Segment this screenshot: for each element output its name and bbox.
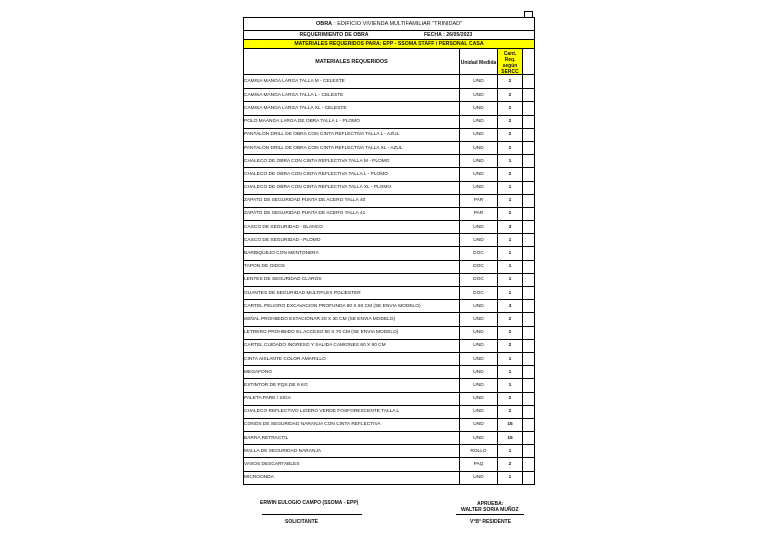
row-spacer [523, 313, 534, 325]
unit-cell: UND [460, 300, 498, 312]
qty-cell: 2 [498, 75, 523, 88]
qty-cell: 1 [498, 366, 523, 378]
material-cell: VASOS DESCARTABLES [244, 458, 460, 470]
qty-cell: 2 [498, 116, 523, 128]
material-cell: MALLA DE SEGURIDAD NARANJA [244, 445, 460, 457]
row-spacer [523, 379, 534, 391]
table-row [244, 286, 534, 299]
qty-cell: 2 [498, 168, 523, 180]
table-row [244, 431, 534, 444]
qty-cell: 2 [498, 393, 523, 405]
row-spacer [523, 234, 534, 246]
unit-cell: DOC [460, 261, 498, 273]
material-cell: TAPON DE OIDOS [244, 261, 460, 273]
material-cell: ZAPATO DE SEGURIDAD PUNTA DE ACERO TALLA 40 [244, 195, 460, 207]
table-row [244, 194, 534, 207]
unit-cell: UND [460, 89, 498, 101]
unit-cell: PAR [460, 208, 498, 220]
unit-cell: ROLLO [460, 445, 498, 457]
row-spacer [523, 129, 534, 141]
qty-cell: 2 [498, 327, 523, 339]
material-cell: SEÑAL PROHIBIDO ESTACIONAR 20 X 30 CM (SE ENVIA MODELO) [244, 313, 460, 325]
table-row [244, 115, 534, 128]
row-spacer [523, 300, 534, 312]
col-unit-header: Unidad Medida [460, 49, 498, 74]
table-row [244, 260, 534, 273]
material-cell: CHALECO DE OBRA CON CINTA REFLECTIVA TALLA XL - PLOMO [244, 182, 460, 194]
qty-cell: 1 [498, 353, 523, 365]
col-spacer [523, 49, 534, 74]
aprueba-label: APRUEBA: [477, 501, 504, 507]
unit-cell: UND [460, 379, 498, 391]
table-row [244, 141, 534, 154]
qty-cell: 1 [498, 247, 523, 259]
material-cell: CASCO DE SEGURIDAD - PLOMO [244, 234, 460, 246]
row-spacer [523, 432, 534, 444]
material-cell: CHALECO DE OBRA CON CINTA REFLECTIVA TALLA M - PLOMO [244, 155, 460, 167]
row-spacer [523, 102, 534, 114]
materiales-title: MATERIALES REQUERIDOS PARA: EPP - SSOMA STAFF / PERSONAL CASA [244, 40, 534, 49]
table-row [244, 299, 534, 312]
solicitante-name: ERWIN EULOGIO CAMPO (SSOMA - EPP) [260, 500, 359, 506]
material-cell: BARRA RETRACTIL [244, 432, 460, 444]
col-material-header: MATERIALES REQUERIDOS [244, 49, 460, 74]
table-row [244, 181, 534, 194]
qty-cell: 3 [498, 300, 523, 312]
table-row [244, 101, 534, 114]
qty-cell: 1 [498, 274, 523, 286]
material-cell: ZAPATO DE SEGURIDAD PUNTA DE ACERO TALLA 41 [244, 208, 460, 220]
obra-value: : EDIFICIO VIVIENDA MULTIFAMILIAR "TRINIDAD" [334, 21, 463, 27]
material-cell: MEGAFONO [244, 366, 460, 378]
table-row [244, 88, 534, 101]
qty-cell: 2 [498, 129, 523, 141]
aprueba-name: WALTER SORIA MUÑOZ [461, 507, 519, 513]
table-row [244, 273, 534, 286]
table-row [244, 392, 534, 405]
material-cell: LETRERO PROHIBIDO EL ACCESO 50 X 70 CM (SE ENVIA MODELO) [244, 327, 460, 339]
material-cell: CHALECO DE OBRA CON CINTA REFLECTIVA TALLA L - PLOMO [244, 168, 460, 180]
table-row [244, 233, 534, 246]
fecha-value: FECHA : 26/05/2023 [424, 32, 473, 38]
aprueba-signature-line [456, 514, 524, 515]
material-cell: LENTES DE SEGURIDAD CLAROS [244, 274, 460, 286]
requerimiento-row [244, 31, 534, 40]
unit-cell: UND [460, 393, 498, 405]
row-spacer [523, 221, 534, 233]
unit-cell: UND [460, 155, 498, 167]
table-row [244, 352, 534, 365]
requerimiento-title: REQUERIMIENTO DE OBRA [299, 32, 369, 38]
row-spacer [523, 340, 534, 352]
material-cell: CINTA AISLANTE COLOR AMARILLO [244, 353, 460, 365]
table-row [244, 365, 534, 378]
table-row [244, 405, 534, 418]
qty-cell: 2 [498, 142, 523, 154]
table-row [244, 154, 534, 167]
material-cell: PALETA PARE / SIGA [244, 393, 460, 405]
material-cell: PANTALON DRILL DE OBRA CON CINTA REFLECTIVA TALLA L - AZUL [244, 129, 460, 141]
qty-cell: 2 [498, 406, 523, 418]
unit-cell: UND [460, 353, 498, 365]
row-spacer [523, 208, 534, 220]
row-spacer [523, 195, 534, 207]
table-row [244, 220, 534, 233]
qty-cell: 1 [498, 287, 523, 299]
material-cell: CONOS DE SEGURIDAD NARANJA CON CINTA REFLECTIVA [244, 419, 460, 431]
unit-cell: UND [460, 406, 498, 418]
unit-cell: DOC [460, 247, 498, 259]
qty-cell: 1 [498, 195, 523, 207]
row-spacer [523, 247, 534, 259]
row-spacer [523, 458, 534, 470]
qty-cell: 2 [498, 313, 523, 325]
unit-cell: DOC [460, 274, 498, 286]
row-spacer [523, 89, 534, 101]
material-cell: CAMISA MANGA LARGA TALLA M - CELESTE [244, 75, 460, 88]
material-cell: CAMISA MANGA LARGA TALLA XL - CELESTE [244, 102, 460, 114]
material-cell: CHALECO REFLECTIVO LIGERO VERDE FOSFORESCENTE TALLA L [244, 406, 460, 418]
material-cell: CASCO DE SEGURIDAD - BLANCO [244, 221, 460, 233]
qty-cell: 15 [498, 419, 523, 431]
obra-label: OBRA [315, 21, 333, 27]
material-cell: MICROONDA [244, 472, 460, 484]
unit-cell: UND [460, 313, 498, 325]
unit-cell: UND [460, 129, 498, 141]
material-cell: GUANTES DE SEGURIDAD MULTIFLEX POLIESTER [244, 287, 460, 299]
table-row [244, 312, 534, 325]
table-row [244, 418, 534, 431]
qty-cell: 1 [498, 261, 523, 273]
table-row [244, 339, 534, 352]
row-spacer [523, 366, 534, 378]
row-spacer [523, 116, 534, 128]
table-row [244, 471, 534, 484]
unit-cell: UND [460, 419, 498, 431]
row-spacer [523, 75, 534, 88]
row-spacer [523, 261, 534, 273]
row-spacer [523, 327, 534, 339]
solicitante-signature-line [262, 514, 362, 515]
qty-cell: 1 [498, 155, 523, 167]
table-row [244, 167, 534, 180]
row-spacer [523, 274, 534, 286]
row-spacer [523, 155, 534, 167]
requirement-sheet [243, 17, 535, 485]
unit-cell: UND [460, 221, 498, 233]
unit-cell: DOC [460, 287, 498, 299]
unit-cell: UND [460, 472, 498, 484]
material-cell: PANTALON DRILL DE OBRA CON CINTA REFLECTIVA TALLA XL - AZUL [244, 142, 460, 154]
qty-cell: 2 [498, 340, 523, 352]
qty-cell: 2 [498, 89, 523, 101]
table-row [244, 207, 534, 220]
unit-cell: PAR [460, 195, 498, 207]
unit-cell: UND [460, 168, 498, 180]
qty-cell: 1 [498, 379, 523, 391]
unit-cell: PAQ [460, 458, 498, 470]
unit-cell: UND [460, 234, 498, 246]
qty-cell: 3 [498, 221, 523, 233]
row-spacer [523, 445, 534, 457]
obra-row [244, 18, 534, 31]
table-row [244, 326, 534, 339]
unit-cell: UND [460, 142, 498, 154]
unit-cell: UND [460, 182, 498, 194]
material-cell: CARTEL CUIDADO INGRESO Y SALIDA CAMIONES 60 X 60 CM [244, 340, 460, 352]
row-spacer [523, 182, 534, 194]
row-spacer [523, 353, 534, 365]
material-cell: POLO MAANGA LARGA DE OBRA TALLA L - PLOMO [244, 116, 460, 128]
row-spacer [523, 393, 534, 405]
table-row [244, 444, 534, 457]
table-row [244, 457, 534, 470]
unit-cell: UND [460, 116, 498, 128]
residente-label: V°B° RESIDENTE [470, 519, 511, 525]
table-body [244, 75, 534, 484]
row-spacer [523, 168, 534, 180]
unit-cell: UND [460, 432, 498, 444]
unit-cell: UND [460, 327, 498, 339]
qty-cell: 2 [498, 208, 523, 220]
row-spacer [523, 472, 534, 484]
qty-cell: 1 [498, 445, 523, 457]
solicitante-label: SOLICITANTE [285, 519, 318, 525]
qty-cell: 15 [498, 432, 523, 444]
material-cell: CARTEL PELIGRO EXCAVACION PROFUNDA 60 X 60 CM (SE ENVIA MODELO) [244, 300, 460, 312]
unit-cell: UND [460, 340, 498, 352]
qty-cell: 2 [498, 458, 523, 470]
table-row [244, 246, 534, 259]
unit-cell: UND [460, 75, 498, 88]
unit-cell: UND [460, 366, 498, 378]
row-spacer [523, 419, 534, 431]
qty-cell: 1 [498, 182, 523, 194]
qty-cell: 1 [498, 234, 523, 246]
qty-cell: 2 [498, 102, 523, 114]
row-spacer [523, 287, 534, 299]
material-cell: EXTINTOR DE PQS DE 9 KG [244, 379, 460, 391]
row-spacer [523, 142, 534, 154]
col-qty-header: Cant. Req. según SERCC [498, 49, 523, 74]
table-row [244, 75, 534, 88]
table-row [244, 128, 534, 141]
table-row [244, 378, 534, 391]
unit-cell: UND [460, 102, 498, 114]
material-cell: CAMISA MANGA LARGA TALLA L - CELESTE [244, 89, 460, 101]
qty-cell: 1 [498, 472, 523, 484]
table-header [244, 49, 534, 75]
material-cell: BARBIQUEJO CON MENTONERA [244, 247, 460, 259]
row-spacer [523, 406, 534, 418]
